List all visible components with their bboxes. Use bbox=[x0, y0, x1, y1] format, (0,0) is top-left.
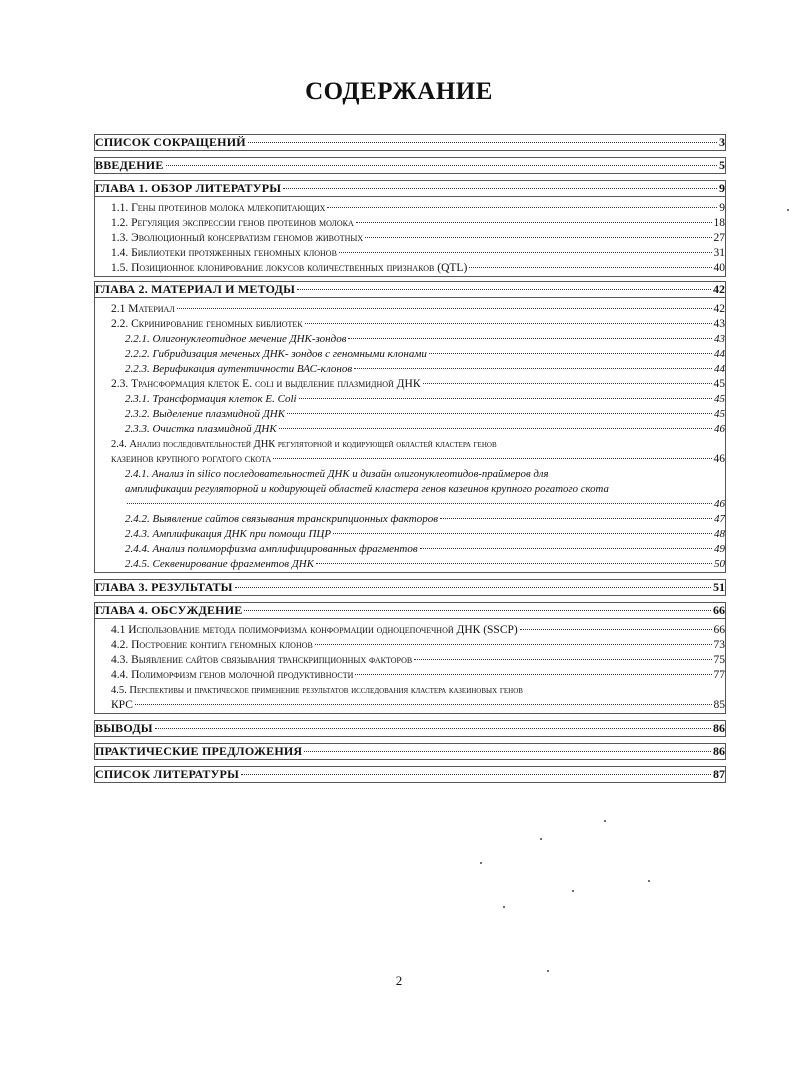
chapter-1-block bbox=[94, 180, 726, 197]
toc-entry-2-4-5[interactable]: 2.4.5. Секвенирование фрагментов ДНК 50 bbox=[125, 558, 725, 570]
toc-entry-2-4-1[interactable]: 46 bbox=[95, 497, 725, 512]
toc-entry-chapter-2[interactable]: ГЛАВА 2. МАТЕРИАЛ И МЕТОДЫ 42 bbox=[95, 282, 725, 296]
toc-entry-chapter-1[interactable]: ГЛАВА 1. ОБЗОР ЛИТЕРАТУРЫ 9 bbox=[95, 181, 725, 195]
toc-entry-references[interactable]: СПИСОК ЛИТЕРАТУРЫ 87 bbox=[95, 767, 725, 781]
toc-entry-2-3[interactable]: 2.3. Трансформация клеток E. coli и выделение плазмидной ДНК 45 bbox=[111, 378, 725, 390]
scan-speck bbox=[540, 838, 542, 840]
toc-entry-2-4-1-line1[interactable]: 2.4.1. Анализ in silico последовательностей ДНК и дизайн олигонуклеотидов-праймеров для bbox=[125, 468, 549, 480]
toc-entry-4-3[interactable]: 4.3. Выявление сайтов связывания транскрипционных факторов 75 bbox=[111, 654, 725, 666]
toc-entry-2-3-2[interactable]: 2.3.2. Выделение плазмидной ДНК 45 bbox=[125, 408, 725, 420]
toc-entry-2-2-3[interactable]: 2.2.3. Верификация аутентичности ВАС-клонов 44 bbox=[125, 363, 725, 375]
toc-entry-4-5[interactable]: КРС 85 bbox=[111, 699, 725, 711]
toc-entry-2-3-3[interactable]: 2.3.3. Очистка плазмидной ДНК 46 bbox=[125, 423, 725, 435]
page-title: СОДЕРЖАНИЕ bbox=[305, 78, 493, 105]
toc-entry-2-4-line1[interactable]: 2.4. Анализ последовательностей ДНК регуляторной и кодирующей областей кластера генов bbox=[111, 439, 497, 450]
toc-entry-practical-proposals[interactable]: ПРАКТИЧЕСКИЕ ПРЕДЛОЖЕНИЯ 86 bbox=[95, 744, 725, 758]
toc-entry-1-4[interactable]: 1.4. Библиотеки протяженных геномных клонов 31 bbox=[111, 247, 725, 259]
table-of-contents bbox=[94, 134, 726, 783]
scan-speck bbox=[547, 970, 549, 972]
scan-speck bbox=[648, 880, 650, 882]
chapter-2-sections bbox=[94, 298, 726, 573]
toc-entry-4-1[interactable]: 4.1 Использование метода полиморфизма конформации одноцепочечной ДНК (SSCP) 66 bbox=[111, 624, 725, 636]
toc-entry-1-3[interactable]: 1.3. Эволюционный консерватизм геномов животных 27 bbox=[111, 232, 725, 244]
page-number: 2 bbox=[395, 973, 403, 988]
toc-entry-abbreviations[interactable]: СПИСОК СОКРАЩЕНИЙ 3 bbox=[95, 135, 725, 149]
toc-entry-4-2[interactable]: 4.2. Построение контига геномных клонов 73 bbox=[111, 639, 725, 651]
toc-entry-2-4-1-line2[interactable]: амплификации регуляторной и кодирующей областей кластера генов казеинов крупного рогатого скота bbox=[125, 483, 609, 495]
toc-entry-1-2[interactable]: 1.2. Регуляция экспрессии генов протеинов молока 18 bbox=[111, 217, 725, 229]
chapter-4-sections bbox=[94, 619, 726, 714]
toc-entry-introduction[interactable]: ВВЕДЕНИЕ 5 bbox=[95, 158, 725, 172]
toc-entry-2-3-1[interactable]: 2.3.1. Трансформация клеток E. Coli 45 bbox=[125, 393, 725, 405]
toc-entry-1-5[interactable]: 1.5. Позиционное клонирование локусов количественных признаков (QTL) 40 bbox=[111, 262, 725, 274]
scan-speck bbox=[503, 906, 505, 908]
scan-speck bbox=[480, 862, 482, 864]
toc-entry-2-2-2[interactable]: 2.2.2. Гибридизация меченых ДНК- зондов с геномными клонами 44 bbox=[125, 348, 725, 360]
toc-entry-2-4[interactable]: казеинов крупного рогатого скота 46 bbox=[111, 453, 725, 465]
toc-entry-2-2-1[interactable]: 2.2.1. Олигонуклеотидное мечение ДНК-зондов 43 bbox=[125, 333, 725, 345]
scan-speck bbox=[572, 890, 574, 892]
toc-entry-1-1[interactable]: 1.1. Гены протеинов молока млекопитающих 9 bbox=[111, 202, 725, 214]
toc-entry-2-1[interactable]: 2.1 Материал 42 bbox=[111, 303, 725, 315]
scan-speck bbox=[787, 209, 789, 211]
toc-entry-4-5-line1[interactable]: 4.5. Перспективы и практическое применение результатов исследования кластера казеиновых генов bbox=[111, 685, 523, 696]
toc-entry-conclusions[interactable]: ВЫВОДЫ 86 bbox=[95, 721, 725, 735]
toc-entry-4-4[interactable]: 4.4. Полиморфизм генов молочной продуктивности 77 bbox=[111, 669, 725, 681]
toc-entry-2-2[interactable]: 2.2. Скринирование геномных библиотек 43 bbox=[111, 318, 725, 330]
scan-speck bbox=[604, 820, 606, 822]
chapter-1-sections bbox=[94, 197, 726, 277]
toc-entry-chapter-4[interactable]: ГЛАВА 4. ОБСУЖДЕНИЕ 66 bbox=[95, 603, 725, 617]
toc-entry-2-4-2[interactable]: 2.4.2. Выявление сайтов связывания транскрипционных факторов 47 bbox=[125, 513, 725, 525]
toc-entry-2-4-4[interactable]: 2.4.4. Анализ полиморфизма амплифицированных фрагментов 49 bbox=[125, 543, 725, 555]
toc-entry-chapter-3[interactable]: ГЛАВА 3. РЕЗУЛЬТАТЫ 51 bbox=[95, 580, 725, 594]
toc-entry-2-4-3[interactable]: 2.4.3. Амплификация ДНК при помощи ПЦР 48 bbox=[125, 528, 725, 540]
